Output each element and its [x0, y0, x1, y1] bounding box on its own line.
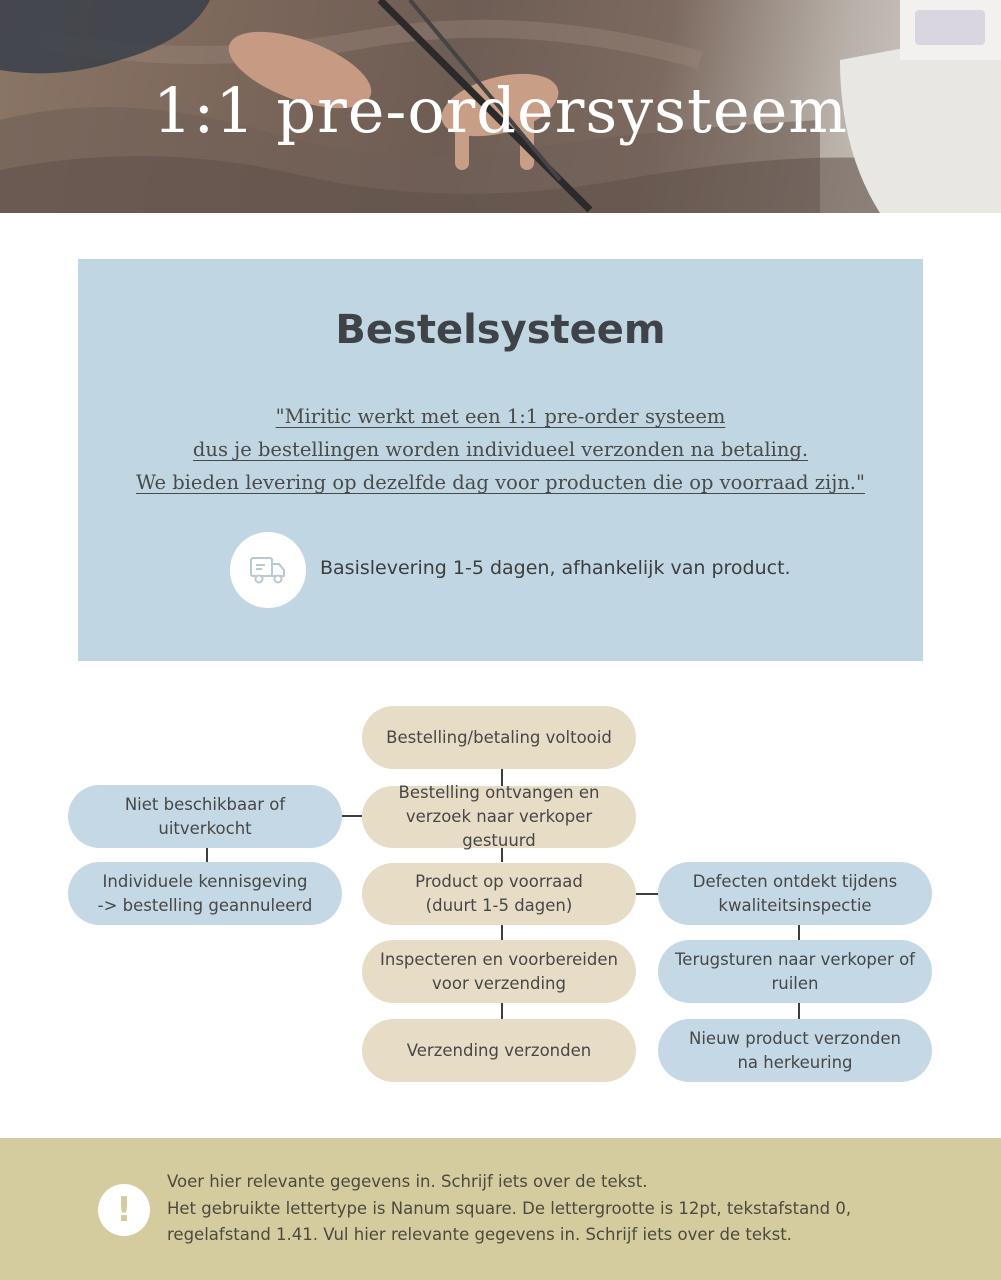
- flow-branch-text: Terugsturen naar verkoper of: [675, 949, 915, 969]
- header-banner: [0, 0, 1001, 213]
- flow-branch-text: ruilen: [771, 973, 819, 993]
- flow-branch-unavailable: [68, 785, 342, 848]
- connector-line: [798, 1003, 800, 1019]
- connector-line: [206, 848, 208, 862]
- flow-branch-text: Individuele kennisgeving: [102, 871, 308, 891]
- quote-line: [78, 433, 923, 466]
- connector-line: [636, 893, 658, 895]
- connector-line: [501, 1003, 503, 1019]
- flow-branch-text: Defecten ontdekt tijdens: [692, 871, 898, 891]
- quote-line: [78, 400, 923, 433]
- footer-note: [0, 1138, 1001, 1280]
- truck-icon: [248, 550, 288, 590]
- connector-line: [342, 815, 362, 817]
- flow-step-text: Product op voorraad: [415, 872, 583, 891]
- footer-line: regelafstand 1.41. Vul hier relevante gegevens in. Schrijf iets over de tekst.: [167, 1225, 792, 1244]
- panel-title: Bestelsysteem: [335, 307, 666, 353]
- flow-branch-text: na herkeuring: [737, 1052, 853, 1072]
- connector-line: [798, 925, 800, 940]
- exclamation-icon: !: [98, 1184, 150, 1236]
- flow-branch-text: kwaliteitsinspectie: [718, 895, 872, 915]
- connector-line: [501, 925, 503, 940]
- footer-line: Het gebruikte lettertype is Nanum square. De lettergrootte is 12pt, tekstafstand 0,: [167, 1198, 852, 1218]
- ordering-system-panel: [78, 259, 923, 661]
- panel-quote: [78, 400, 923, 499]
- flow-step-text: Inspecteren en voorbereiden: [380, 949, 618, 969]
- flow-branch-cancelled: [68, 862, 342, 925]
- footer-text: [167, 1169, 851, 1249]
- quote-line: [78, 466, 923, 499]
- quote-line-text: "Miritic werkt met een 1:1 pre-order systeem: [275, 405, 726, 428]
- quote-line-text: dus je bestellingen worden individueel verzonden na betaling.: [192, 438, 809, 461]
- flow-step-text: verzoek naar verkoper gestuurd: [405, 807, 593, 850]
- flow-step-text: voor verzending: [432, 973, 566, 993]
- flow-branch-text: -> bestelling geannuleerd: [97, 895, 313, 915]
- footer-line: Voer hier relevante gegevens in. Schrijf iets over de tekst.: [167, 1172, 648, 1191]
- flow-step-text: Bestelling/betaling voltooid: [386, 727, 612, 747]
- page-title: 1:1 pre-ordersysteem: [152, 74, 849, 147]
- flow-step-text: (duurt 1-5 dagen): [425, 896, 573, 915]
- delivery-icon-badge: [230, 532, 306, 608]
- delivery-info-text: Basislevering 1-5 dagen, afhankelijk van product.: [320, 557, 791, 579]
- flow-step-product-in-stock: [362, 863, 636, 925]
- flow-branch-text: Niet beschikbaar of uitverkocht: [124, 794, 286, 838]
- quote-line-text: We bieden levering op dezelfde dag voor producten die op voorraad zijn.": [136, 471, 865, 494]
- flow-branch-defects-found: [658, 862, 932, 925]
- flow-step-shipment-sent: [362, 1019, 636, 1082]
- flow-step-text: Bestelling ontvangen en: [398, 783, 600, 802]
- flow-branch-new-product-shipped: [658, 1019, 932, 1082]
- flow-branch-text: Nieuw product verzonden: [689, 1028, 901, 1048]
- flow-branch-return-exchange: [658, 940, 932, 1003]
- flow-step-text: Verzending verzonden: [406, 1040, 592, 1060]
- flow-step-order-completed: [362, 706, 636, 769]
- flow-step-order-received: [362, 783, 636, 850]
- flow-step-inspect-prepare: [362, 940, 636, 1003]
